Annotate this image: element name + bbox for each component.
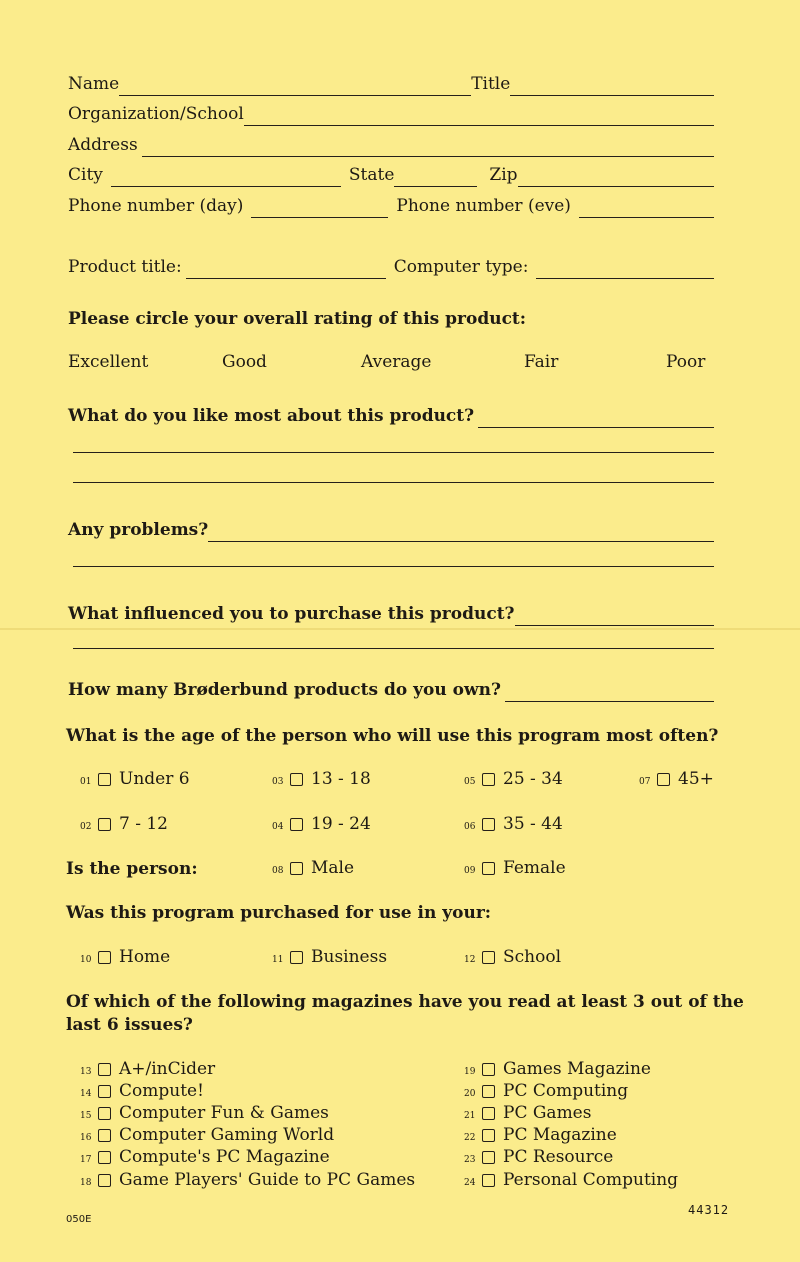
influenced-field[interactable] — [515, 605, 714, 626]
age-option-35-44[interactable] — [464, 814, 563, 834]
option-code: 19 — [464, 1067, 476, 1077]
phone-eve-label: Phone number (eve) — [396, 196, 571, 216]
option-code: 01 — [80, 777, 92, 787]
option-label: 45+ — [678, 769, 714, 789]
option-code: 04 — [272, 822, 284, 832]
age-option-13-18[interactable] — [272, 769, 371, 789]
checkbox-icon[interactable] — [290, 818, 303, 831]
how-many-question: How many Brøderbund products do you own? — [68, 680, 501, 700]
use-option-home[interactable] — [80, 947, 170, 967]
magazine-option[interactable] — [464, 1058, 651, 1080]
checkbox-icon[interactable] — [98, 1063, 111, 1076]
how-many-row — [68, 676, 714, 702]
option-code: 20 — [464, 1089, 476, 1099]
checkbox-icon[interactable] — [98, 1107, 111, 1120]
checkbox-icon[interactable] — [98, 1151, 111, 1164]
checkbox-icon[interactable] — [290, 862, 303, 875]
magazine-option[interactable] — [80, 1080, 204, 1102]
use-option-business[interactable] — [272, 947, 387, 967]
checkbox-icon[interactable] — [482, 773, 495, 786]
fold-crease — [0, 628, 800, 630]
computer-type-label: Computer type: — [393, 257, 529, 277]
form-number: 44312 — [688, 1203, 730, 1217]
checkbox-icon[interactable] — [98, 773, 111, 786]
option-label: 25 - 34 — [503, 769, 563, 789]
option-label: Home — [119, 947, 171, 967]
age-option-45-plus[interactable] — [639, 769, 714, 789]
option-code: 15 — [80, 1111, 92, 1121]
option-label: Personal Computing — [503, 1170, 679, 1190]
product-row — [68, 253, 714, 279]
option-label: Compute! — [119, 1081, 204, 1101]
option-label: PC Games — [503, 1103, 592, 1123]
rating-fair[interactable]: Fair — [524, 352, 559, 372]
problems-row — [68, 516, 714, 542]
checkbox-icon[interactable] — [290, 773, 303, 786]
option-label: Computer Gaming World — [119, 1125, 335, 1145]
option-code: 23 — [464, 1155, 476, 1165]
address-label: Address — [68, 135, 138, 155]
state-field[interactable] — [394, 166, 477, 187]
address-row — [68, 131, 714, 157]
option-code: 16 — [80, 1133, 92, 1143]
option-code: 12 — [464, 955, 476, 965]
option-code: 05 — [464, 777, 476, 787]
checkbox-icon[interactable] — [482, 1085, 495, 1098]
like-most-question: What do you like most about this product? — [68, 406, 475, 426]
organization-row — [68, 100, 714, 126]
option-code: 02 — [80, 822, 92, 832]
option-label: Compute's PC Magazine — [119, 1147, 330, 1167]
form-code: 050E — [66, 1214, 92, 1225]
option-code: 10 — [80, 955, 92, 965]
product-title-label: Product title: — [68, 257, 182, 277]
age-question: What is the age of the person who will use this program most often? — [66, 726, 719, 746]
magazine-option[interactable] — [80, 1169, 415, 1191]
option-code: 11 — [272, 955, 284, 965]
rating-poor[interactable]: Poor — [666, 352, 706, 372]
checkbox-icon[interactable] — [482, 1063, 495, 1076]
age-option-19-24[interactable] — [272, 814, 371, 834]
option-code: 08 — [272, 866, 284, 876]
zip-field[interactable] — [518, 166, 714, 187]
option-label: Under 6 — [119, 769, 190, 789]
age-option-7-12[interactable] — [80, 814, 168, 834]
phone-day-label: Phone number (day) — [68, 196, 244, 216]
checkbox-icon[interactable] — [98, 1085, 111, 1098]
checkbox-icon[interactable] — [657, 773, 670, 786]
zip-label: Zip — [489, 165, 518, 185]
city-label: City — [68, 165, 103, 185]
option-code: 09 — [464, 866, 476, 876]
rating-average[interactable]: Average — [361, 352, 432, 372]
checkbox-icon[interactable] — [482, 1107, 495, 1120]
gender-question: Is the person: — [66, 859, 198, 879]
checkbox-icon[interactable] — [98, 818, 111, 831]
problems-question: Any problems? — [68, 520, 209, 540]
magazine-option[interactable] — [464, 1146, 613, 1168]
checkbox-icon[interactable] — [482, 1129, 495, 1142]
option-code: 14 — [80, 1089, 92, 1099]
option-label: School — [503, 947, 562, 967]
rating-question: Please circle your overall rating of this product: — [68, 309, 527, 329]
like-most-line-2[interactable] — [73, 452, 714, 453]
option-label: Male — [311, 858, 355, 878]
phone-eve-field[interactable] — [579, 197, 714, 218]
organization-label: Organization/School — [68, 104, 244, 124]
city-field[interactable] — [111, 166, 341, 187]
option-code: 21 — [464, 1111, 476, 1121]
option-label: 7 - 12 — [119, 814, 168, 834]
use-option-school[interactable] — [464, 947, 561, 967]
option-label: PC Resource — [503, 1147, 614, 1167]
magazine-option[interactable] — [464, 1169, 678, 1191]
checkbox-icon[interactable] — [98, 1174, 111, 1187]
gender-option-male[interactable] — [272, 858, 354, 878]
city-state-zip-row — [68, 161, 714, 187]
checkbox-icon[interactable] — [290, 951, 303, 964]
option-code: 03 — [272, 777, 284, 787]
checkbox-icon[interactable] — [482, 1151, 495, 1164]
option-code: 17 — [80, 1155, 92, 1165]
title-field[interactable] — [510, 75, 714, 96]
option-label: Computer Fun & Games — [119, 1103, 329, 1123]
checkbox-icon[interactable] — [482, 1174, 495, 1187]
option-label: 13 - 18 — [311, 769, 371, 789]
magazines-question-line-2: last 6 issues? — [66, 1015, 193, 1035]
option-label: Business — [311, 947, 388, 967]
option-label: A+/inCider — [119, 1059, 216, 1079]
option-code: 07 — [639, 777, 651, 787]
magazine-option[interactable] — [464, 1080, 628, 1102]
magazine-option[interactable] — [80, 1146, 330, 1168]
option-label: 35 - 44 — [503, 814, 563, 834]
title-label: Title — [471, 74, 511, 94]
checkbox-icon[interactable] — [482, 818, 495, 831]
magazine-option[interactable] — [464, 1124, 617, 1146]
like-most-row — [68, 402, 714, 428]
option-label: PC Magazine — [503, 1125, 617, 1145]
option-label: PC Computing — [503, 1081, 629, 1101]
address-field[interactable] — [142, 136, 714, 157]
option-code: 22 — [464, 1133, 476, 1143]
phone-row — [68, 192, 714, 218]
option-label: 19 - 24 — [311, 814, 371, 834]
problems-field[interactable] — [208, 521, 714, 542]
checkbox-icon[interactable] — [482, 951, 495, 964]
magazine-option[interactable] — [80, 1058, 215, 1080]
option-label: Female — [503, 858, 566, 878]
option-code: 24 — [464, 1178, 476, 1188]
purchased-for-question: Was this program purchased for use in your: — [66, 903, 492, 923]
checkbox-icon[interactable] — [98, 951, 111, 964]
how-many-field[interactable] — [505, 681, 714, 702]
influenced-question: What influenced you to purchase this product? — [68, 604, 515, 624]
gender-option-female[interactable] — [464, 858, 566, 878]
rating-good[interactable]: Good — [222, 352, 267, 372]
age-option-under-6[interactable] — [80, 769, 190, 789]
age-option-25-34[interactable] — [464, 769, 563, 789]
option-label: Game Players' Guide to PC Games — [119, 1170, 416, 1190]
magazine-option[interactable] — [464, 1102, 591, 1124]
rating-excellent[interactable]: Excellent — [68, 352, 149, 372]
state-label: State — [348, 165, 395, 185]
like-most-field[interactable] — [478, 407, 714, 428]
magazine-option[interactable] — [80, 1124, 334, 1146]
magazine-option[interactable] — [80, 1102, 329, 1124]
option-label: Games Magazine — [503, 1059, 651, 1079]
computer-type-field[interactable] — [536, 258, 714, 279]
product-title-field[interactable] — [186, 258, 386, 279]
checkbox-icon[interactable] — [482, 862, 495, 875]
name-label: Name — [68, 74, 120, 94]
option-code: 18 — [80, 1178, 92, 1188]
phone-day-field[interactable] — [251, 197, 388, 218]
magazines-question-line-1: Of which of the following magazines have you read at least 3 out of the — [66, 992, 744, 1012]
like-most-line-3[interactable] — [73, 482, 714, 483]
name-title-row — [68, 70, 714, 96]
option-code: 13 — [80, 1067, 92, 1077]
option-code: 06 — [464, 822, 476, 832]
name-field[interactable] — [119, 75, 471, 96]
influenced-line-2[interactable] — [73, 648, 714, 649]
influenced-row — [68, 600, 714, 626]
checkbox-icon[interactable] — [98, 1129, 111, 1142]
organization-field[interactable] — [244, 105, 714, 126]
problems-line-2[interactable] — [73, 566, 714, 567]
